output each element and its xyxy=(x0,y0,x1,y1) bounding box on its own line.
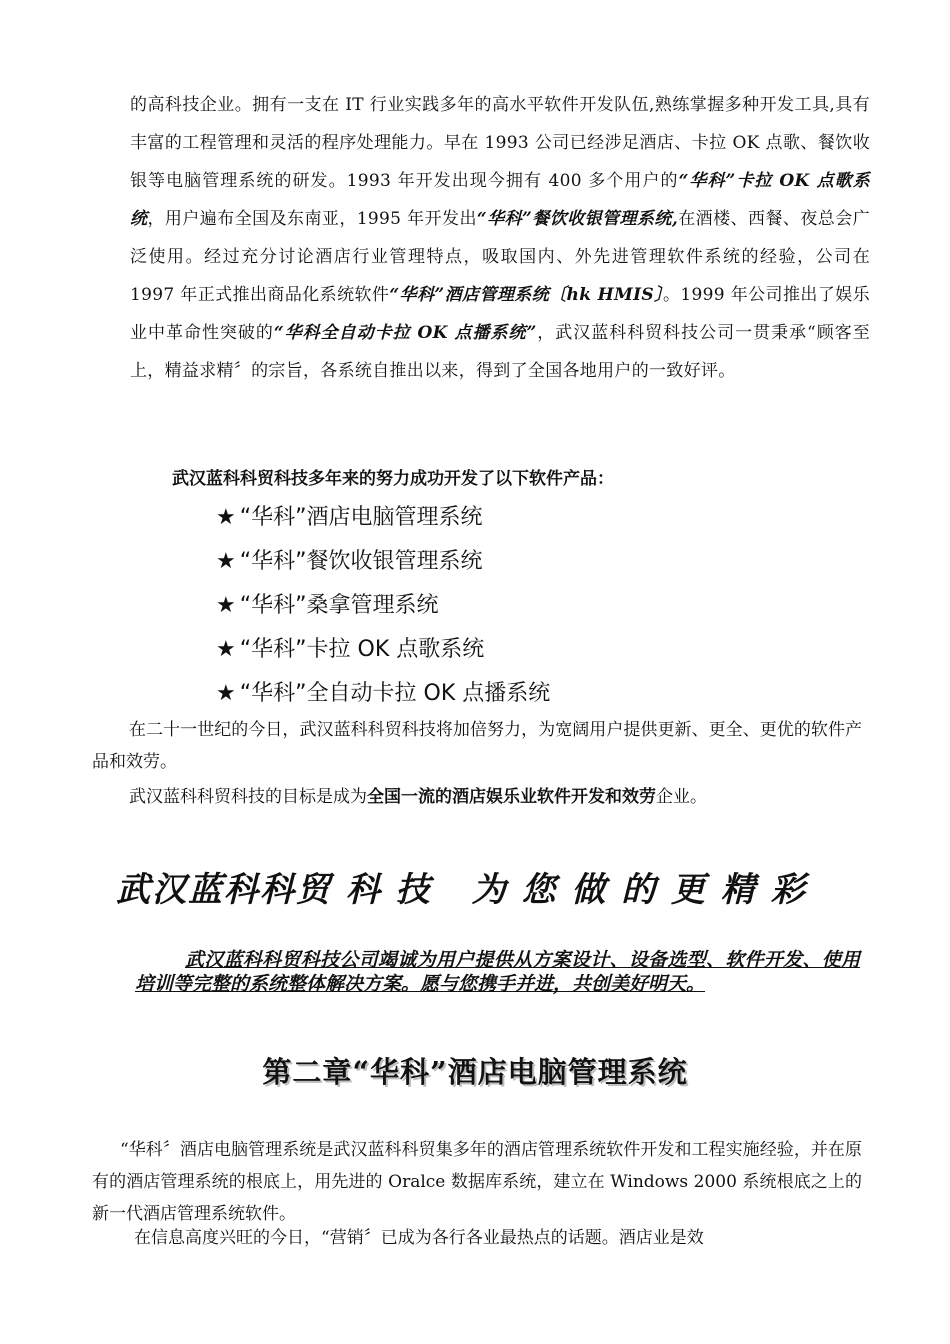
company-slogan xyxy=(116,862,807,911)
slogan-part-2: 为 您 做 的 更 精 彩 xyxy=(471,870,807,910)
slogan-part-1: 武汉蓝科科贸 科 技 xyxy=(116,870,432,910)
intro-text-1: 的高科技企业。拥有一支在 IT 行业实践多年的高水平软件开发队伍,熟练掌握多种开发工具,具有丰富的工程管理和灵活的程序处理能力。早在 1993 公司已经涉足酒店、卡拉 OK 点歌、餐饮收银等电脑管理系统的研发。1993 年开发出现今拥有 400 多个用户的 xyxy=(130,95,870,191)
company-intro xyxy=(130,86,870,390)
product-label: “华科”桑拿管理系统 xyxy=(239,593,439,618)
goal-text-pre: 武汉蓝科科贸科技的目标是成为 xyxy=(129,787,367,807)
product-label: “华科”酒店电脑管理系统 xyxy=(239,505,483,530)
chapter-title: 第二章“华科”酒店电脑管理系统 xyxy=(262,1055,688,1089)
star-icon: ★ xyxy=(216,549,236,574)
star-icon: ★ xyxy=(216,505,236,530)
star-icon: ★ xyxy=(216,681,236,706)
intro-paragraph xyxy=(130,86,870,390)
intro-text-2: ，用户遍布全国及东南亚，1995 年开发出 xyxy=(147,209,477,229)
system-intro-paragraph: “华科〞酒店电脑管理系统是武汉蓝科科贸集多年的酒店管理系统软件开发和工程实施经验，并在原有的酒店管理系统的根底上，用先进的 Oralce 数据库系统，建立在 Windows 2000 系统根底之上的新一代酒店管理系统软件。 xyxy=(92,1140,862,1224)
product-label: “华科”全自动卡拉 OK 点播系统 xyxy=(239,681,551,706)
goal-paragraph xyxy=(92,781,862,813)
products-lead: 武汉蓝科科贸科技多年来的努力成功开发了以下软件产品： xyxy=(172,469,614,489)
product-name-auto-karaoke: “华科全自动卡拉 OK 点播系统” xyxy=(273,323,537,343)
future-paragraph: 在二十一世纪的今日，武汉蓝科科贸科技将加倍努力，为宽阔用户提供更新、更全、更优的软件产品和效劳。 xyxy=(92,720,862,772)
product-list xyxy=(216,496,550,716)
star-icon: ★ xyxy=(216,637,236,662)
goal-text-post: 企业。 xyxy=(656,787,707,807)
star-icon: ★ xyxy=(216,593,236,618)
product-item xyxy=(216,628,550,672)
product-item xyxy=(216,672,550,716)
product-item xyxy=(216,496,550,540)
product-label: “华科”卡拉 OK 点歌系统 xyxy=(239,637,485,662)
marketing-paragraph: 在信息高度兴旺的今日，“营销〞已成为各行各业最热点的话题。酒店业是效 xyxy=(134,1228,704,1248)
intro-text-5: ，武汉蓝科科贸科技公司一贯秉承“顾客至上，精益求精〞的宗旨，各系统自推出以来，得到了全国各地用户的一致好评。 xyxy=(130,323,871,381)
product-name-karaoke: “华科”卡拉 OK 点歌系统 xyxy=(130,171,870,229)
product-label: “华科”餐饮收银管理系统 xyxy=(239,549,483,574)
goal-text-bold: 全国一流的酒店娱乐业软件开发和效劳 xyxy=(367,787,656,807)
product-name-hotel: “华科”酒店管理系统〔hk HMIS〕 xyxy=(389,285,663,305)
intro-text-4: 。1999 年公司推出了娱乐业中革命性突破的 xyxy=(130,285,870,343)
product-name-catering: “华科”餐饮收银管理系统, xyxy=(476,209,679,229)
product-item xyxy=(216,584,550,628)
intro-text-3: 在酒楼、西餐、夜总会广泛使用。经过充分讨论酒店行业管理特点，吸取国内、外先进管理软件系统的经验，公司在 1997 年正式推出商品化系统软件 xyxy=(130,209,870,305)
product-item xyxy=(216,540,550,584)
commitment-statement: 武汉蓝科科贸科技公司竭诚为用户提供从方案设计、设备选型、软件开发、使用培训等完整的系统整体解决方案。愿与您携手并进，共创美好明天。 xyxy=(135,949,860,995)
